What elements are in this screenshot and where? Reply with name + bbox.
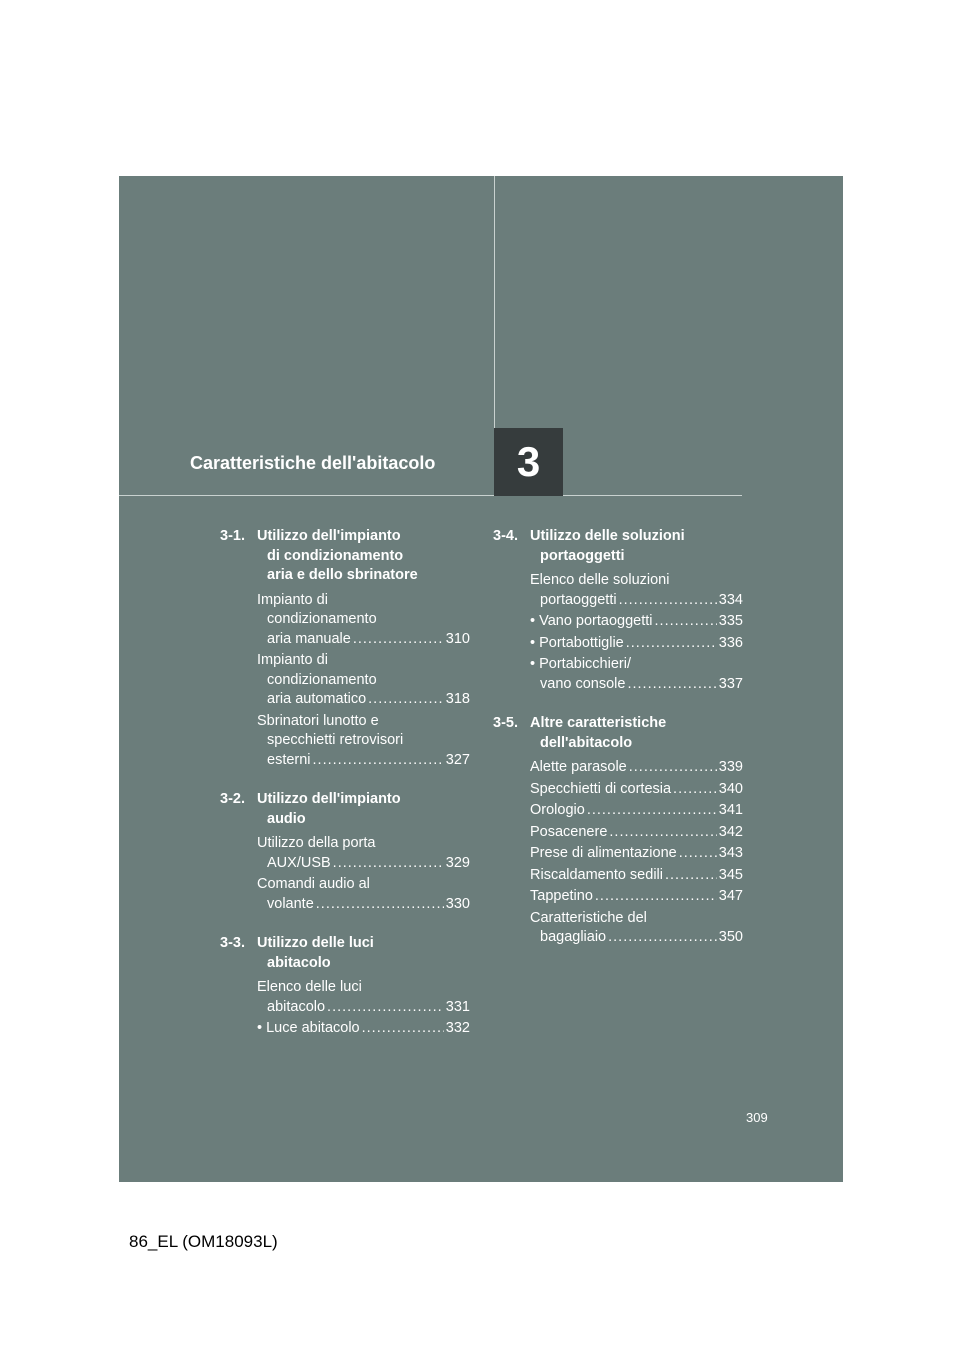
page-number: 309 (746, 1110, 768, 1125)
dot-leader (626, 634, 717, 654)
entry-line (257, 998, 470, 1018)
entry-text: Riscaldamento sedili (530, 866, 663, 883)
section-number: 3-2. (220, 791, 245, 807)
toc-section (220, 934, 470, 1039)
entry-line (257, 895, 470, 915)
entry-text: Tappetino (530, 888, 593, 904)
entry-page-number: 350 (718, 929, 743, 945)
toc-section (220, 527, 470, 770)
entry-line (530, 928, 743, 948)
document-code: 86_EL (OM18093L) (129, 1232, 278, 1251)
chapter-number-box: 3 (494, 428, 563, 496)
entry-page-number: 340 (718, 780, 743, 797)
entry-text: Orologio (530, 802, 585, 818)
entry-page-number: 337 (718, 675, 743, 692)
dot-leader (327, 998, 444, 1018)
toc-entry[interactable] (257, 978, 470, 1017)
entry-page-number: 331 (445, 998, 470, 1015)
entry-text: aria manuale (267, 630, 351, 647)
section-number: 3-3. (220, 935, 245, 951)
dot-leader (587, 801, 717, 821)
dot-leader (313, 751, 444, 771)
entry-text: vano console (540, 675, 626, 692)
entry-text: abitacolo (267, 998, 326, 1015)
dot-leader (655, 612, 717, 632)
toc-section (493, 527, 743, 694)
entry-page-number: 332 (445, 1020, 470, 1036)
dot-leader (609, 823, 716, 843)
entry-line (530, 612, 743, 632)
entry-line (530, 887, 743, 907)
entry-text-line: Elenco delle luci (257, 979, 362, 995)
dot-leader (627, 675, 716, 695)
dot-leader (665, 866, 717, 886)
dot-leader (362, 1019, 444, 1039)
section-title (257, 791, 470, 829)
entry-line (257, 630, 470, 650)
section-heading (220, 934, 470, 973)
section-title-line: Altre caratteristiche (530, 715, 667, 731)
entry-text: • Vano portaoggetti (530, 613, 653, 629)
toc-entry[interactable] (530, 780, 743, 800)
entry-text: Alette parasole (530, 759, 627, 775)
toc-entry[interactable] (257, 591, 470, 650)
entry-text-line: Sbrinatori lunotto e (257, 712, 379, 729)
entry-line (530, 634, 743, 654)
dot-leader (316, 895, 444, 915)
toc-entry[interactable] (530, 909, 743, 948)
entry-text-line: condizionamento (267, 671, 377, 688)
toc-entry[interactable] (530, 571, 743, 610)
entry-text: AUX/USB (267, 854, 331, 871)
section-title-line: Utilizzo delle luci (257, 935, 374, 951)
toc-entry[interactable] (530, 866, 743, 886)
dot-leader (595, 887, 717, 907)
section-title-line: di condizionamento (267, 547, 404, 564)
entry-text-line: condizionamento (267, 611, 377, 627)
toc-entry[interactable] (257, 1019, 470, 1039)
entry-text-line: Impianto di (257, 591, 328, 608)
toc-entry[interactable] (530, 801, 743, 821)
section-heading (220, 790, 470, 829)
entry-line (257, 751, 470, 771)
section-number: 3-5. (493, 715, 518, 731)
section-title (257, 935, 470, 973)
toc-section (220, 790, 470, 914)
entry-text: esterni (267, 751, 311, 768)
entry-page-number: 329 (445, 854, 470, 871)
section-title (530, 528, 743, 566)
entry-text-line: Caratteristiche del (530, 909, 647, 926)
entry-text: • Luce abitacolo (257, 1020, 360, 1036)
entry-page-number: 341 (718, 802, 743, 818)
section-title-line: Utilizzo dell'impianto (257, 791, 401, 807)
toc-entry[interactable] (530, 655, 743, 694)
dot-leader (608, 928, 717, 948)
section-title-line: abitacolo (267, 954, 331, 971)
dot-leader (333, 854, 444, 874)
entry-line (530, 801, 743, 821)
toc-entry[interactable] (530, 887, 743, 907)
entry-text: • Portabottiglie (530, 634, 624, 651)
section-title-line: Utilizzo delle soluzioni (530, 528, 685, 544)
entry-line (257, 1019, 470, 1039)
entry-text-line: specchietti retrovisori (267, 732, 404, 748)
toc-entry[interactable] (530, 758, 743, 778)
entry-text-line: Utilizzo della porta (257, 835, 376, 851)
entry-line (530, 823, 743, 843)
toc-entry[interactable] (530, 612, 743, 632)
entry-page-number: 330 (445, 895, 470, 912)
toc-right-column (493, 527, 743, 968)
dot-leader (673, 780, 717, 800)
section-number: 3-4. (493, 528, 518, 544)
toc-entry[interactable] (257, 651, 470, 710)
entry-text-line: Impianto di (257, 652, 328, 668)
section-number: 3-1. (220, 528, 245, 544)
entry-text: Specchietti di cortesia (530, 780, 672, 797)
dot-leader (629, 758, 717, 778)
entry-line (530, 758, 743, 778)
entry-text: Prese di alimentazione (530, 845, 677, 861)
section-heading (493, 527, 743, 566)
section-title (530, 715, 743, 753)
entry-line (530, 866, 743, 886)
toc-entry[interactable] (530, 823, 743, 843)
section-title-line: aria e dello sbrinatore (267, 567, 418, 583)
toc-entry[interactable] (530, 634, 743, 654)
dot-leader (619, 591, 717, 611)
dot-leader (679, 844, 717, 864)
entry-line (257, 854, 470, 874)
entry-page-number: 343 (718, 845, 743, 861)
entry-page-number: 310 (445, 630, 470, 647)
entry-text: portaoggetti (540, 591, 617, 608)
entry-text: aria automatico (267, 691, 367, 707)
toc-entry[interactable] (257, 875, 470, 914)
entry-page-number: 336 (718, 634, 743, 651)
entry-page-number: 327 (445, 751, 470, 768)
section-title-line: Utilizzo dell'impianto (257, 528, 401, 544)
section-title-line: portaoggetti (540, 547, 625, 564)
dot-leader (368, 690, 444, 710)
toc-entry[interactable] (257, 834, 470, 873)
toc-left-column (220, 527, 470, 1059)
section-title-line: audio (267, 810, 306, 827)
entry-line (530, 780, 743, 800)
entry-page-number: 334 (718, 591, 743, 608)
entry-page-number: 318 (445, 691, 470, 707)
toc-entry[interactable] (257, 712, 470, 771)
section-heading (220, 527, 470, 586)
entry-line (530, 591, 743, 611)
entry-text-line: Comandi audio al (257, 876, 370, 892)
entry-line (530, 844, 743, 864)
section-title (257, 528, 470, 586)
entry-text: bagagliaio (540, 929, 607, 945)
entry-page-number: 335 (718, 613, 743, 629)
dot-leader (353, 630, 444, 650)
entry-text-line: Elenco delle soluzioni (530, 572, 670, 588)
entry-page-number: 339 (718, 759, 743, 775)
entry-text: Posacenere (530, 823, 608, 840)
entry-page-number: 347 (718, 888, 743, 904)
section-heading (493, 714, 743, 753)
entry-line (257, 690, 470, 710)
toc-section (493, 714, 743, 948)
entry-text-line: • Portabicchieri/ (530, 656, 631, 672)
section-title-line: dell'abitacolo (540, 734, 633, 751)
chapter-title: Caratteristiche dell'abitacolo (190, 453, 436, 473)
entry-page-number: 345 (718, 866, 743, 883)
entry-page-number: 342 (718, 823, 743, 840)
toc-entry[interactable] (530, 844, 743, 864)
entry-line (530, 675, 743, 695)
entry-text: volante (267, 895, 314, 912)
horizontal-divider (119, 495, 742, 496)
